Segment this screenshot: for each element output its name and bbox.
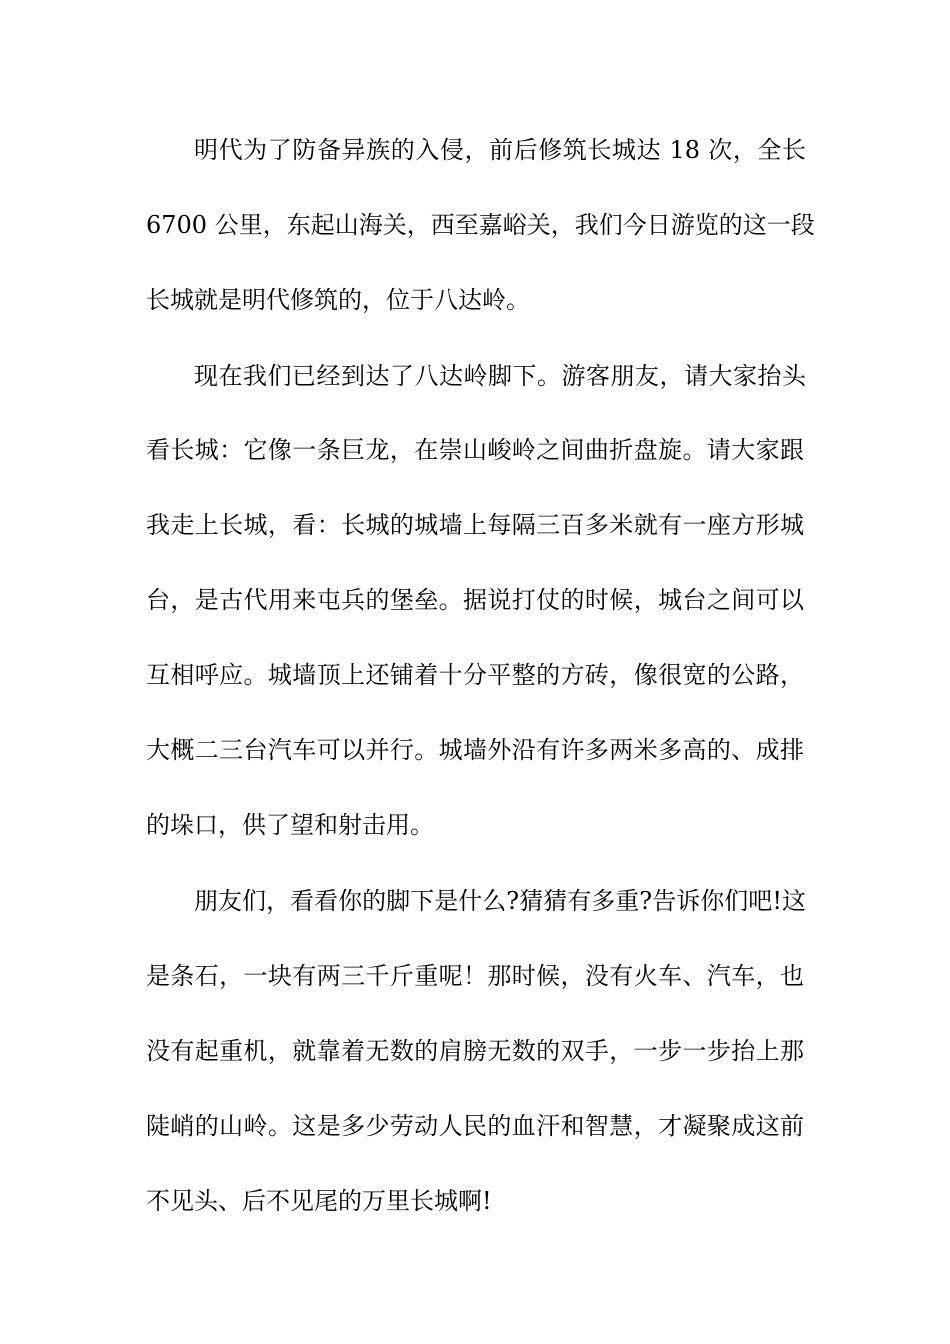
- paragraph-3-line-5: 不见头、后不见尾的万里长城啊!: [146, 1187, 492, 1215]
- paragraph-2-line-2: 看长城：它像一条巨龙，在崇山峻岭之间曲折盘旋。请大家跟: [146, 436, 804, 464]
- paragraph-2-line-1: 现在我们已经到达了八达岭脚下。游客朋友，请大家抬头: [194, 362, 806, 390]
- paragraph-2-line-7: 的垛口，供了望和射击用。: [146, 811, 434, 839]
- paragraph-3-line-1: 朋友们，看看你的脚下是什么?猜猜有多重?告诉你们吧!这: [194, 887, 806, 915]
- paragraph-3-line-3: 没有起重机，就靠着无数的肩膀无数的双手，一步一步抬上那: [146, 1037, 804, 1065]
- paragraph-1-line-2: 6700 公里，东起山海关，西至嘉峪关，我们今日游览的这一段: [146, 211, 815, 239]
- paragraph-2-line-4: 台，是古代用来屯兵的堡垒。据说打仗的时候，城台之间可以: [146, 586, 804, 614]
- paragraph-2-line-3: 我走上长城，看：长城的城墙上每隔三百多米就有一座方形城: [146, 511, 804, 539]
- paragraph-3-line-2: 是条石，一块有两三千斤重呢！那时候，没有火车、汽车，也: [146, 962, 804, 990]
- paragraph-1-line-3: 长城就是明代修筑的，位于八达岭。: [146, 286, 530, 314]
- paragraph-2-line-6: 大概二三台汽车可以并行。城墙外沿有许多两米多高的、成排: [146, 736, 804, 764]
- paragraph-3-line-4: 陡峭的山岭。这是多少劳动人民的血汗和智慧，才凝聚成这前: [146, 1112, 804, 1140]
- paragraph-2-line-5: 互相呼应。城墙顶上还铺着十分平整的方砖，像很宽的公路，: [146, 661, 804, 689]
- paragraph-1-line-1: 明代为了防备异族的入侵，前后修筑长城达 18 次，全长: [194, 136, 806, 164]
